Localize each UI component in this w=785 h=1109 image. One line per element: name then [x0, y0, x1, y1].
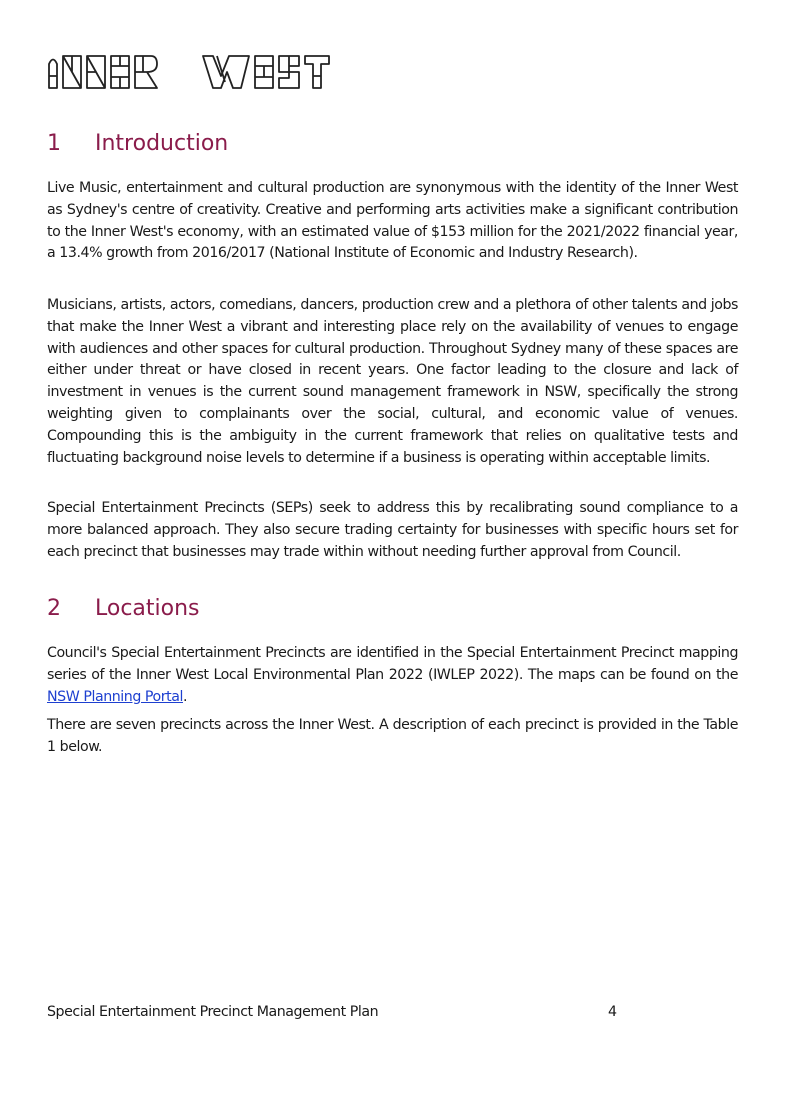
section-number: 2: [47, 596, 61, 621]
footer-document-title: Special Entertainment Precinct Management Plan: [47, 1004, 379, 1020]
intro-paragraph-2: Musicians, artists, actors, comedians, dancers, production crew and a plethora of other talents and jobs that make the Inner West a vibrant and interesting place rely on the availability of venues to engage with audiences and other spaces for cultural production. Throughout Sydney many of these spaces are either under threat or have closed in recent years. One factor leading to the closure and lack of investment in venues is the current sound management framework in NSW, specifically the strong weighting given to complainants over the social, cultural, and economic value of venues. Compounding this is the ambiguity in the current framework that relies on qualitative tests and fluctuating background noise levels to determine if a business is operating within acceptable limits.: [47, 297, 738, 466]
intro-paragraph-1: Live Music, entertainment and cultural production are synonymous with the identity of the Inner West as Sydney's centre of creativity. Creative and performing arts activities make a significant contribution to the Inner West's economy, with an estimated value of $153 million for the 2021/2022 financial year, a 13.4% growth from 2016/2017 (National Institute of Economic and Industry Research).: [47, 180, 738, 262]
locations-text-after-link: .: [183, 688, 188, 705]
inner-west-logo: [47, 52, 347, 92]
section-title: Introduction: [95, 131, 229, 156]
section-title: Locations: [95, 596, 200, 621]
locations-text-before-link: Council's Special Entertainment Precincts are identified in the Special Entertainment Precinct mapping series of the Inner West Local Environmental Plan 2022 (IWLEP 2022). The maps can be found on the: [47, 645, 738, 683]
footer-page-number: 4: [608, 1004, 618, 1020]
nsw-planning-portal-link[interactable]: NSW Planning Portal: [47, 688, 183, 705]
locations-paragraph-1: [47, 643, 738, 708]
intro-paragraph-3: Special Entertainment Precincts (SEPs) seek to address this by recalibrating sound compliance to a more balanced approach. They also secure trading certainty for businesses with specific hours set for each precinct that businesses may trade within without needing further approval from Council.: [47, 500, 738, 560]
section-number: 1: [47, 131, 61, 156]
section-heading-locations: [47, 596, 200, 621]
locations-paragraph-2: There are seven precincts across the Inner West. A description of each precinct is provided in the Table 1 below.: [47, 717, 738, 755]
section-heading-introduction: [47, 131, 228, 156]
